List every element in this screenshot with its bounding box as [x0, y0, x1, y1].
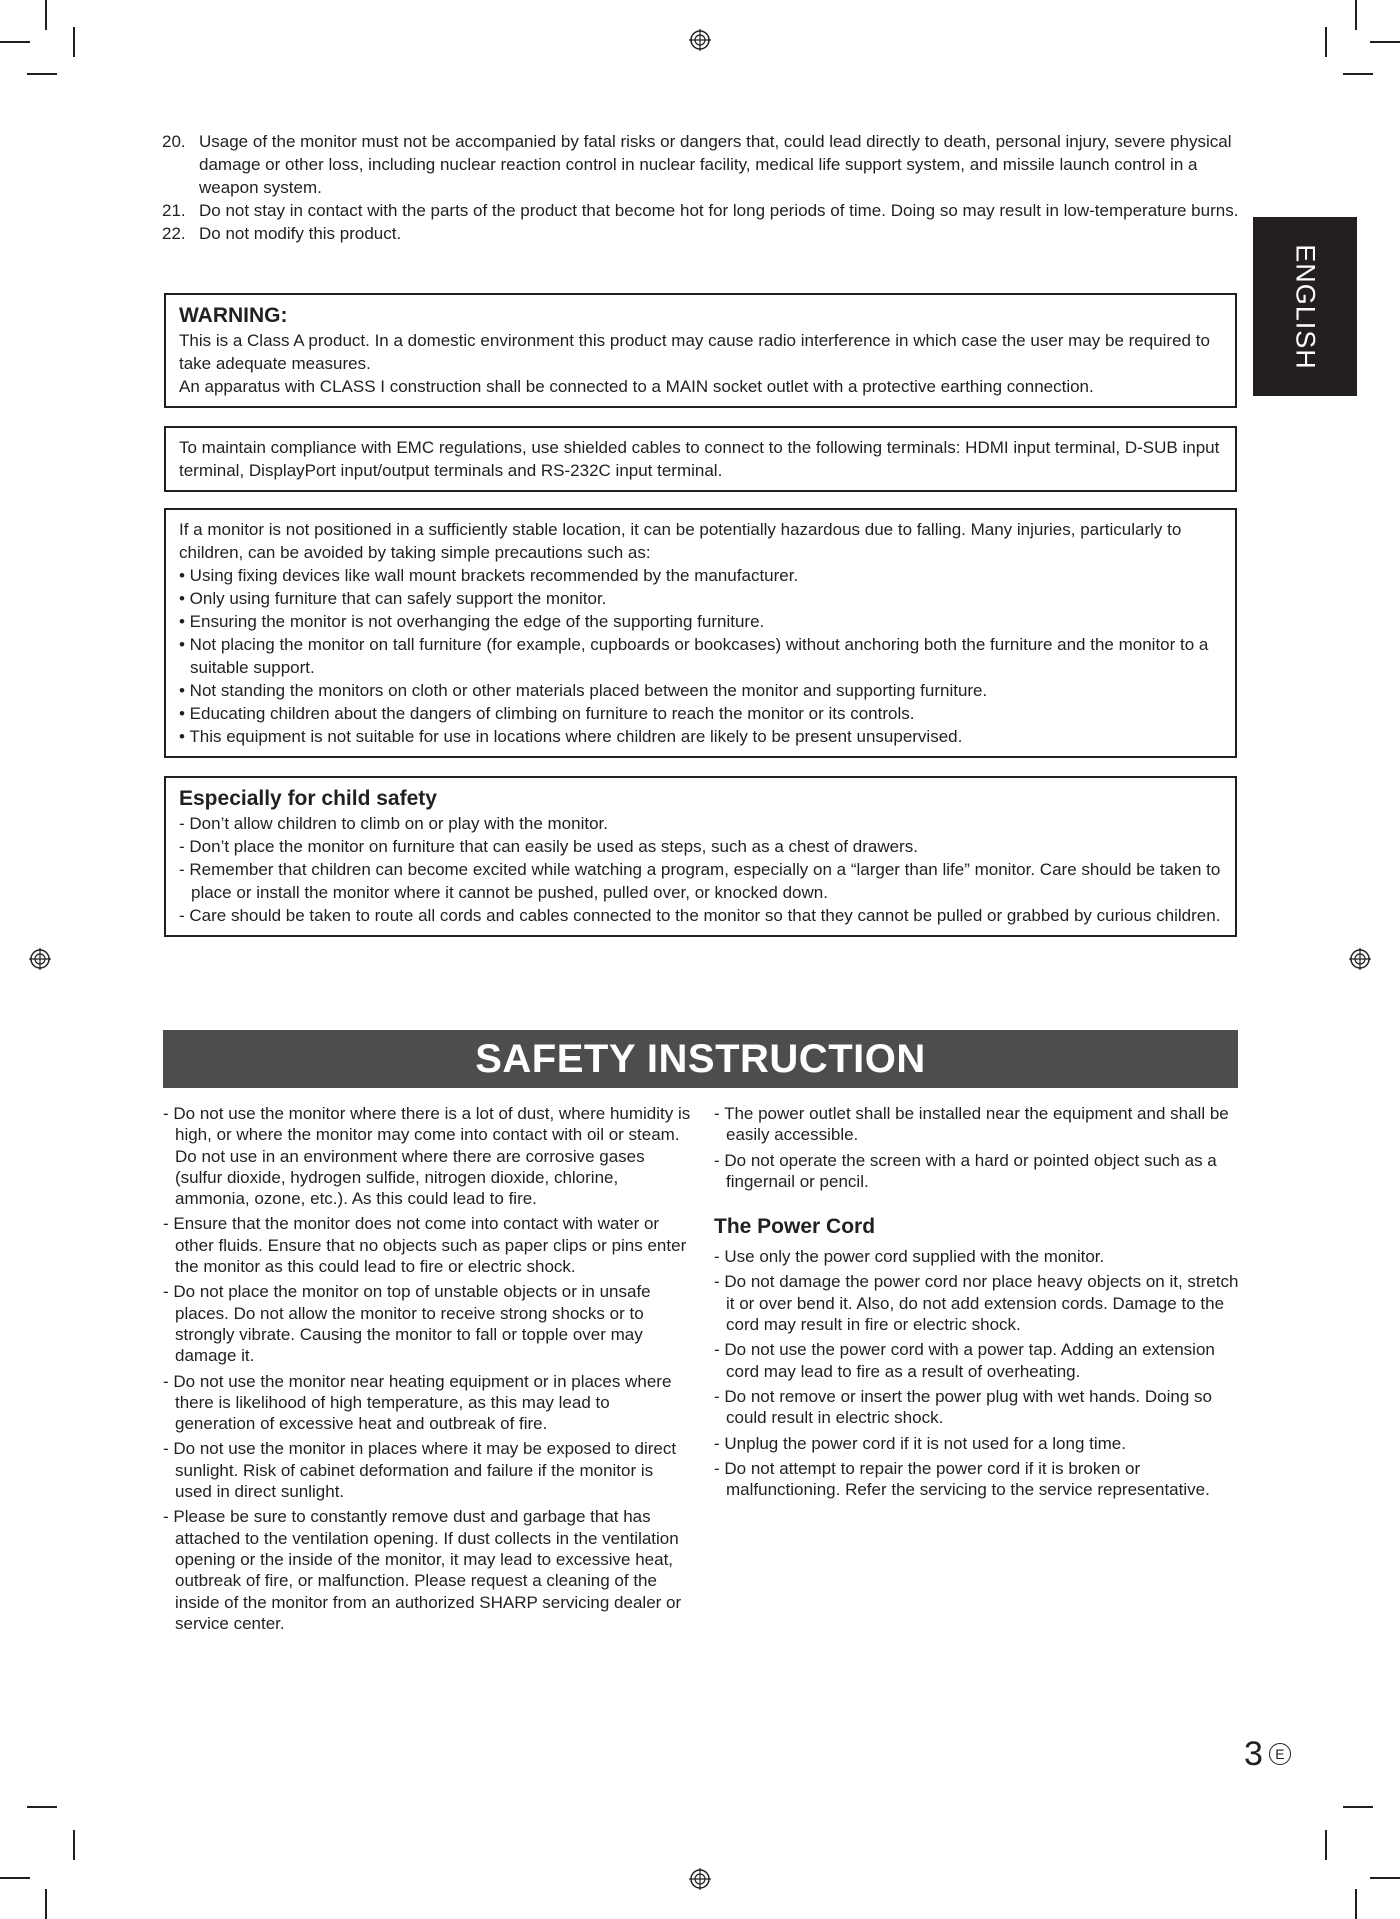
- page-language-marker: E: [1269, 1743, 1291, 1765]
- warning-text: This is a Class A product. In a domestic environment this product may cause radio interference in which case the user may be required to take adequate measures.: [179, 331, 1210, 373]
- item-text: Usage of the monitor must not be accompanied by fatal risks or dangers that, could lead directly to death, personal injury, severe physical damage or other loss, including nuclear reaction control in nuclear facility, medical life support system, and missile launch control in a weapon system.: [199, 132, 1232, 197]
- stability-box: [164, 508, 1237, 758]
- warning-text: An apparatus with CLASS I construction shall be connected to a MAIN socket outlet with a protective earthing connection.: [179, 377, 1094, 396]
- crop-mark: [0, 41, 30, 43]
- stability-intro: If a monitor is not positioned in a sufficiently stable location, it can be potentially hazardous due to falling. Many injuries, particularly to children, can be avoided by taking simple precautions such as:: [179, 520, 1182, 562]
- safety-item: - Do not operate the screen with a hard or pointed object such as a fingernail or pencil.: [714, 1150, 1217, 1191]
- safety-instruction-banner: SAFETY INSTRUCTION: [163, 1030, 1238, 1088]
- list-item: [162, 199, 1242, 222]
- crop-mark: [73, 27, 75, 57]
- crop-mark: [0, 1877, 30, 1879]
- language-tab-label: ENGLISH: [1290, 243, 1321, 370]
- list-item: [162, 222, 1242, 245]
- child-safety-title: Especially for child safety: [179, 787, 437, 810]
- safety-item: - The power outlet shall be installed near the equipment and shall be easily accessible.: [714, 1104, 1229, 1145]
- crop-mark: [1355, 0, 1357, 30]
- registration-mark-icon: [689, 1868, 711, 1890]
- child-safety-item: - Don’t allow children to climb on or play with the monitor.: [179, 814, 608, 833]
- crop-mark: [45, 0, 47, 30]
- safety-item: - Do not use the monitor near heating equipment or in places where there is likelihood of high temperature, as this may lead to generation of excessive heat and outbreak of fire.: [163, 1371, 672, 1434]
- item-number: 20.: [162, 132, 186, 151]
- item-number: 22.: [162, 224, 186, 243]
- item-number: 21.: [162, 201, 186, 220]
- stability-bullet: • Using fixing devices like wall mount brackets recommended by the manufacturer.: [179, 566, 799, 585]
- power-cord-item: - Do not use the power cord with a power tap. Adding an extension cord may lead to fire as a result of overheating.: [714, 1340, 1215, 1381]
- power-cord-item: - Do not attempt to repair the power cord if it is broken or malfunctioning. Refer the servicing to the service representative.: [714, 1458, 1210, 1500]
- safety-item: - Please be sure to constantly remove dust and garbage that has attached to the ventilation opening. If dust collects in the ventilation opening or the inside of the monitor, it may lead to excessive heat, outbreak of fire, or malfunction. Please request a cleaning of the inside of the monitor from an authorized SHARP servicing dealer or service center.: [163, 1507, 682, 1633]
- stability-bullet: • Educating children about the dangers of climbing on furniture to reach the monitor or its controls.: [179, 704, 915, 723]
- stability-bullet: • Not standing the monitors on cloth or other materials placed between the monitor and supporting furniture.: [179, 681, 988, 700]
- crop-mark: [45, 1889, 47, 1919]
- item-text: Do not stay in contact with the parts of the product that become hot for long periods of time. Doing so may result in low-temperature burns.: [199, 201, 1239, 220]
- crop-mark: [1370, 41, 1400, 43]
- registration-mark-icon: [689, 29, 711, 51]
- safety-item: - Do not use the monitor in places where it may be exposed to direct sunlight. Risk of cabinet deformation and failure if the monitor is used in direct sunlight.: [163, 1439, 677, 1502]
- child-safety-item: - Don’t place the monitor on furniture that can easily be used as steps, such as a chest of drawers.: [179, 837, 918, 856]
- power-cord-item: - Do not damage the power cord nor place heavy objects on it, stretch it or over bend it. Also, do not add extension cords. Damage to the cord may result in fire or electric shock.: [714, 1272, 1239, 1335]
- power-cord-item: - Use only the power cord supplied with the monitor.: [714, 1247, 1105, 1267]
- list-item: [162, 130, 1242, 199]
- safety-item: - Ensure that the monitor does not come into contact with water or other fluids. Ensure that no objects such as paper clips or pins enter the monitor as this could lead to fire or electric shock.: [163, 1214, 687, 1277]
- crop-mark: [1343, 73, 1373, 75]
- crop-mark: [1325, 27, 1327, 57]
- child-safety-item: - Care should be taken to route all cords and cables connected to the monitor so that they cannot be pulled or grabbed by curious children.: [179, 906, 1221, 925]
- power-cord-item: - Do not remove or insert the power plug with wet hands. Doing so could result in electric shock.: [714, 1386, 1212, 1428]
- warning-title: WARNING:: [179, 304, 288, 327]
- numbered-list: [162, 130, 1242, 245]
- crop-mark: [73, 1830, 75, 1860]
- stability-bullet: • This equipment is not suitable for use in locations where children are likely to be present unsupervised.: [179, 727, 963, 746]
- stability-bullet: • Not placing the monitor on tall furniture (for example, cupboards or bookcases) without anchoring both the furniture and the monitor to a suitable support.: [179, 635, 1209, 677]
- stability-bullet: • Only using furniture that can safely support the monitor.: [179, 589, 607, 608]
- emc-text: To maintain compliance with EMC regulations, use shielded cables to connect to the following terminals: HDMI input terminal, D-SUB input terminal, DisplayPort input/output terminals and RS-232C input terminal.: [179, 438, 1220, 480]
- crop-mark: [27, 73, 57, 75]
- warning-box: [164, 293, 1237, 408]
- power-cord-item: - Unplug the power cord if it is not used for a long time.: [714, 1433, 1126, 1453]
- registration-mark-icon: [1349, 948, 1371, 970]
- safety-item: - Do not place the monitor on top of unstable objects or in unsafe places. Do not allow the monitor to receive strong shocks or to strongly vibrate. Causing the monitor to fall or topple over may damage it.: [163, 1282, 651, 1366]
- child-safety-item: - Remember that children can become excited while watching a program, especially on a “larger than life” monitor. Care should be taken to place or install the monitor where it cannot be pushed, pulled over, or knocked down.: [179, 860, 1221, 902]
- crop-mark: [1355, 1889, 1357, 1919]
- crop-mark: [1370, 1877, 1400, 1879]
- page-number-value: 3: [1244, 1735, 1263, 1773]
- left-column: [163, 1103, 693, 1638]
- crop-mark: [1343, 1806, 1373, 1808]
- item-text: Do not modify this product.: [199, 224, 402, 243]
- stability-bullet: • Ensuring the monitor is not overhanging the edge of the supporting furniture.: [179, 612, 765, 631]
- emc-box: [164, 426, 1237, 492]
- right-column: [714, 1103, 1244, 1504]
- power-cord-title: The Power Cord: [714, 1215, 876, 1239]
- crop-mark: [27, 1806, 57, 1808]
- crop-mark: [1325, 1830, 1327, 1860]
- language-tab: [1253, 217, 1357, 396]
- child-safety-box: [164, 776, 1237, 937]
- safety-item: - Do not use the monitor where there is a lot of dust, where humidity is high, or where the monitor may come into contact with oil or steam. Do not use in an environment where there are corrosive gases (sulfur dioxide, hydrogen sulfide, nitrogen dioxide, chlorine, ammonia, ozone, etc.). As this could lead to fire.: [163, 1104, 691, 1209]
- page-number: [1244, 1734, 1291, 1774]
- registration-mark-icon: [29, 948, 51, 970]
